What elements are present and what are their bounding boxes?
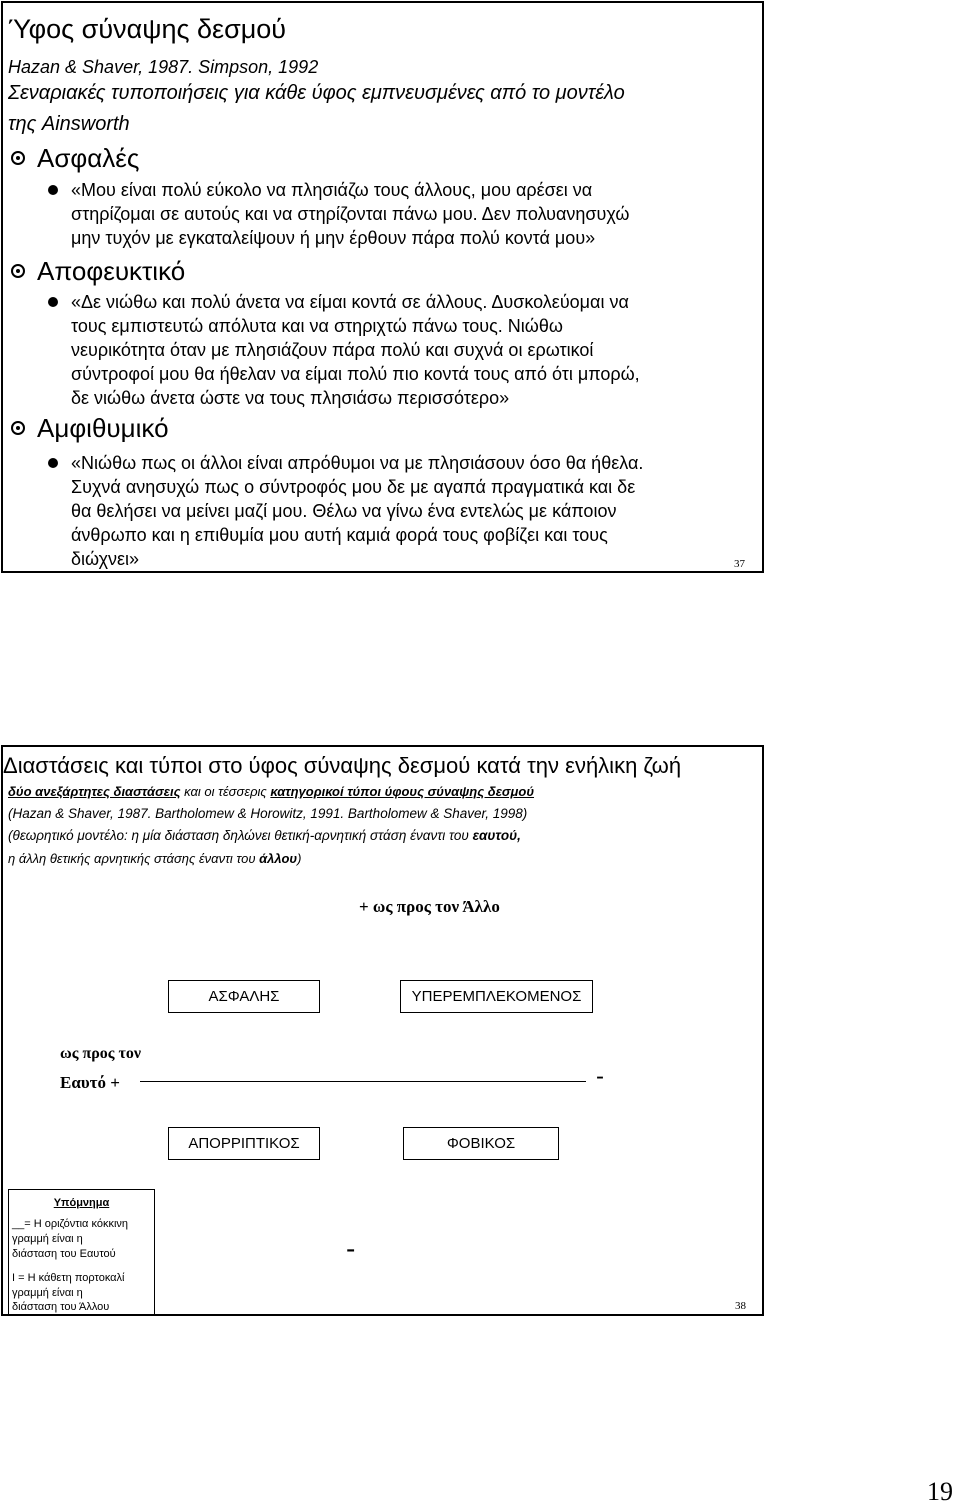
bullet-icon	[48, 458, 58, 468]
citation-line: (Hazan & Shaver, 1987. Bartholomew & Horowitz, 1991. Bartholomew & Shaver, 1998)	[8, 806, 528, 821]
intro-connector: και οι τέσσερις	[184, 784, 267, 799]
radio-bullet-icon	[11, 421, 25, 435]
self-term: εαυτού,	[472, 828, 521, 843]
section-heading-avoidant	[11, 255, 185, 287]
slide-page-number: 37	[734, 558, 745, 570]
self-axis-label-plus: Εαυτό +	[60, 1073, 120, 1092]
quote-line: «Μου είναι πολύ εύκολο να πλησιάζω τους άλλους, μου αρέσει να	[71, 180, 593, 200]
slide-38	[1, 745, 764, 1316]
section-heading-secure	[11, 142, 139, 174]
closing-paren: )	[297, 851, 302, 866]
slide-page-number: 38	[735, 1300, 746, 1312]
heading-label: Αμφιθυμικό	[37, 413, 169, 443]
legend-line: __= Η οριζόντια κόκκινη	[12, 1218, 129, 1230]
legend-line: διάσταση του Εαυτού	[12, 1248, 116, 1260]
self-axis-label: ως προς τον	[60, 1045, 142, 1062]
quote-line: τους εμπιστευτώ απόλυτα και να στηριχτώ πάνω τους. Νιώθω	[71, 316, 563, 336]
page-number: 19	[927, 1477, 953, 1506]
legend	[8, 1189, 155, 1315]
intro-line	[8, 783, 534, 801]
radio-bullet-icon	[11, 264, 25, 278]
quote-line: στηρίζομαι σε αυτούς και να στηρίζονται πάνω μου. Δεν πολυανησυχώ	[71, 204, 630, 224]
box-fearful: ΦΟΒΙΚΟΣ	[403, 1127, 559, 1160]
legend-line: I = Η κάθετη πορτοκαλί	[12, 1272, 125, 1284]
box-secure: ΑΣΦΑΛΗΣ	[168, 980, 320, 1013]
quote-line: «Δε νιώθω και πολύ άνετα να είμαι κοντά σε άλλους. Δυσκολεύομαι να	[71, 292, 629, 312]
legend-line: γραμμή είναι η	[12, 1233, 83, 1245]
model-line-2	[8, 850, 301, 868]
quote-line: θα θελήσει να μείνει μαζί μου. Θέλω να γίνω ένα εντελώς με κάποιον	[71, 501, 617, 521]
box-dismissing: ΑΠΟΡΡΙΠΤΙΚΟΣ	[168, 1127, 320, 1160]
slide-37	[1, 1, 764, 573]
quote-line: νευρικότητα όταν με πλησιάζουν πάρα πολύ και συχνά οι ερωτικοί	[71, 340, 594, 360]
bullet-icon	[48, 297, 58, 307]
self-dimension-line	[140, 1081, 586, 1082]
section-heading-ambivalent	[11, 412, 169, 444]
quote-line: Συχνά ανησυχώ πως ο σύντροφός μου δε με αγαπά πραγματικά και δε	[71, 477, 636, 497]
quote-line: μην τυχόν με εγκαταλείψουν ή μην έρθουν πάρα πολύ κοντά μου»	[71, 228, 596, 248]
legend-title: Υπόμνημα	[53, 1197, 110, 1209]
other-axis-label: + ως προς τον Άλλο	[359, 897, 500, 916]
slide-description-line: της Ainsworth	[8, 113, 130, 135]
model-text: η άλλη θετικής αρνητικής στάσης έναντι του	[8, 851, 256, 866]
box-preoccupied: ΥΠΕΡΕΜΠΛΕΚΟΜΕΝΟΣ	[400, 980, 593, 1013]
heading-label: Ασφαλές	[37, 143, 140, 173]
self-axis-minus: -	[596, 1063, 604, 1090]
slide-title: Διαστάσεις και τύποι στο ύφος σύναψης δεσμού κατά την ενήλικη ζωή	[3, 753, 682, 778]
legend-line: γραμμή είναι η	[12, 1287, 83, 1299]
quote-line: δε νιώθω άνετα ώστε να τους πλησιάσω περισσότερο»	[71, 388, 510, 408]
slide-title: Ύφος σύναψης δεσμού	[8, 14, 287, 44]
quote-line: «Νιώθω πως οι άλλοι είναι απρόθυμοι να με πλησιάσουν όσο θα ήθελα.	[71, 453, 644, 473]
heading-label: Αποφευκτικό	[37, 256, 186, 286]
model-line	[8, 827, 521, 845]
other-axis-minus: -	[346, 1233, 356, 1264]
radio-bullet-icon	[11, 151, 25, 165]
quote-line: σύντροφοί μου θα ήθελαν να είμαι πολύ πιο κοντά τους από ότι μπορώ,	[71, 364, 640, 384]
slide-description-line: Σεναριακές τυποποιήσεις για κάθε ύφος εμπνευσμένες από το μοντέλο	[8, 82, 625, 104]
model-text: (θεωρητικό μοντέλο: η μία διάσταση δηλώνει θετική-αρνητική στάση έναντι του	[8, 828, 469, 843]
legend-line: διάσταση του Άλλου	[12, 1301, 110, 1313]
quote-line: άνθρωπο και η επιθυμία μου αυτή καμιά φορά τους φοβίζει και τους	[71, 525, 608, 545]
dimensions-term: δύο ανεξάρτητες διαστάσεις	[8, 784, 181, 799]
types-term: κατηγορικοί τύποι ύφους σύναψης δεσμού	[270, 784, 535, 799]
slide-subtitle: Hazan & Shaver, 1987. Simpson, 1992	[8, 57, 319, 77]
bullet-icon	[48, 185, 58, 195]
quote-line: διώχνει»	[71, 549, 140, 569]
other-term: άλλου	[259, 851, 298, 866]
